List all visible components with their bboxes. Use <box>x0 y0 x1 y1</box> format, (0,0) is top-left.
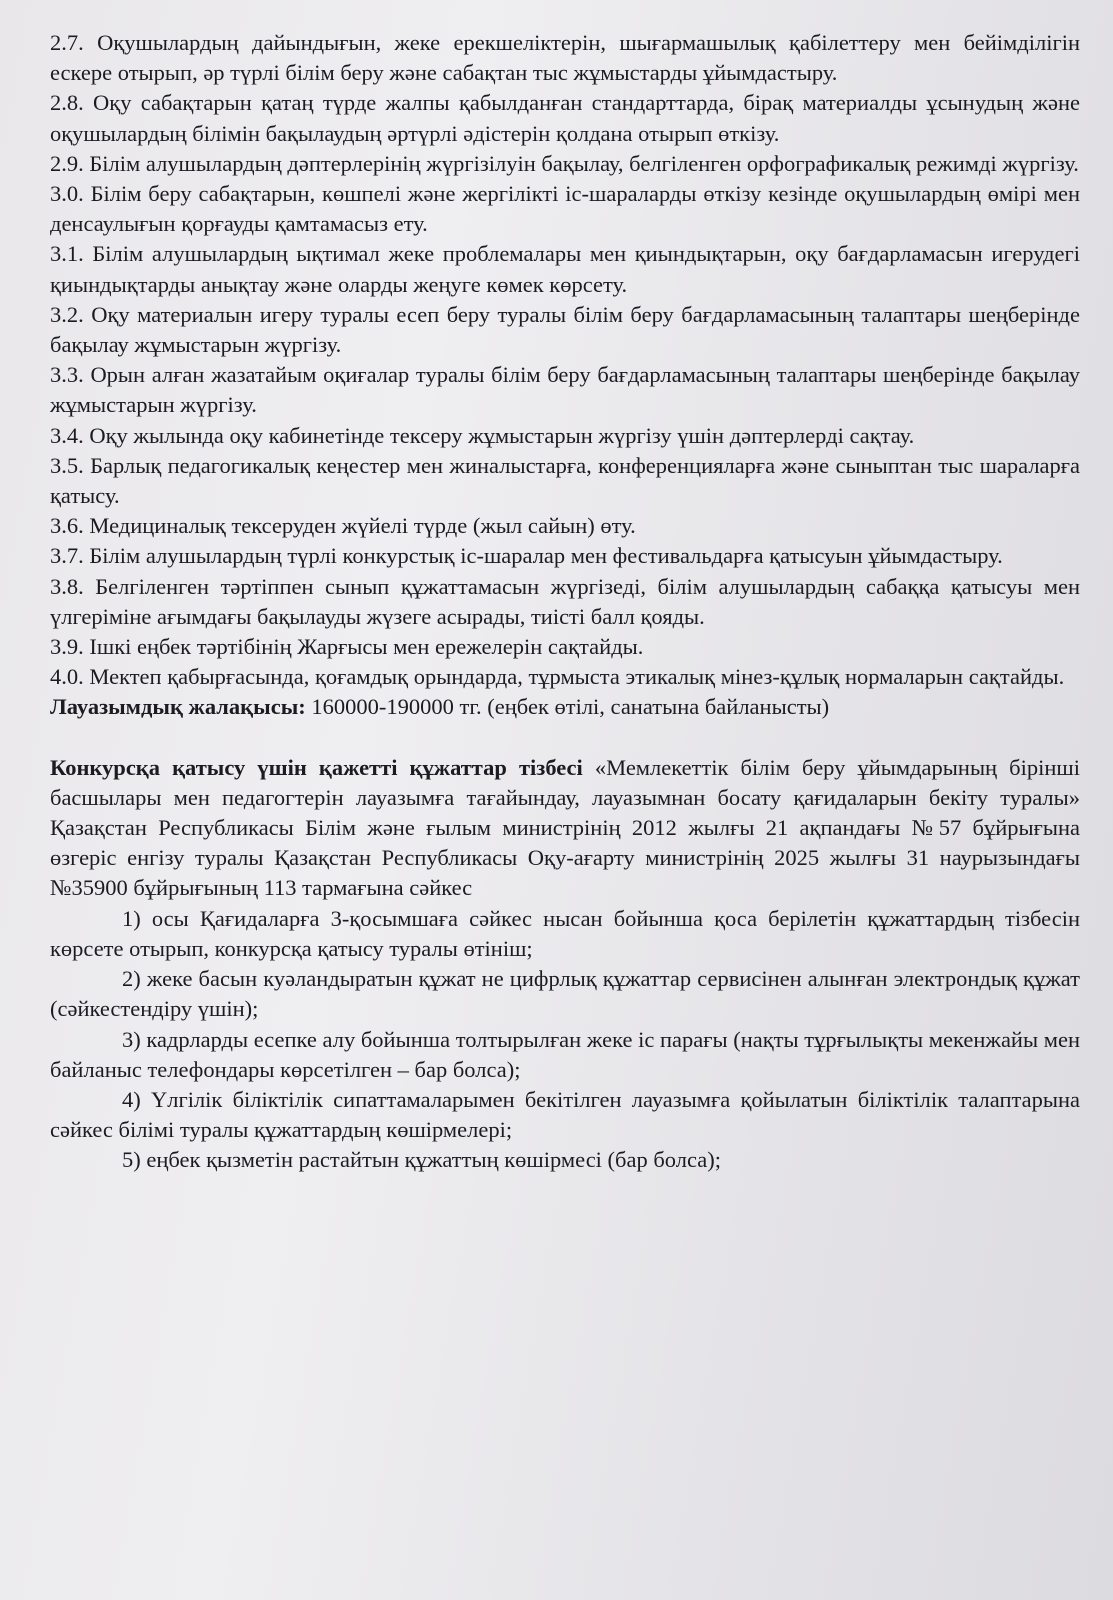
duty-item: 3.8. Белгіленген тәртіппен сынып құжаттамасын жүргізеді, білім алушылардың сабаққа қатысуы мен үлгеріміне ағымдағы бақылауды жүзеге асырады, тиісті балл қояды. <box>50 573 1080 629</box>
duty-item: 3.7. Білім алушылардың түрлі конкурстық іс-шаралар мен фестивальдарға қатысуын ұйымдастыру. <box>50 543 1003 569</box>
duty-item: 3.9. Ішкі еңбек тәртібінің Жарғысы мен ережелерін сақтайды. <box>50 634 644 660</box>
duty-item: 2.9. Білім алушылардың дәптерлерінің жүргізілуін бақылау, белгіленген орфографикалық режимді жүргізу. <box>50 150 1079 176</box>
document-page <box>50 28 1080 1176</box>
duty-item: 3.2. Оқу материалын игеру туралы есеп беру туралы білім беру бағдарламасының талаптары шеңберінде бақылау жұмыстарын жүргізу. <box>50 301 1080 358</box>
duty-item: 3.6. Медициналық тексеруден жүйелі түрде (жыл сайын) өту. <box>50 513 636 539</box>
duty-item: 2.8. Оқу сабақтарын қатаң түрде жалпы қабылданған стандарттарда, бірақ материалды ұсынудың және оқушылардың білімін бақылаудың әртүрлі әдістерін қолдана отырып өткізу. <box>50 90 1080 146</box>
duty-item: 4.0. Мектеп қабырғасында, қоғамдық орындарда, тұрмыста этикалық мінез-құлық нормаларын сақтайды. <box>50 664 1065 690</box>
document-item: 1) осы Қағидаларға 3-қосымшаға сәйкес нысан бойынша қоса берілетін құжаттардың тізбесін көрсете отырып, конкурсқа қатысу туралы өтініш; <box>50 905 1080 961</box>
salary-label: Лауазымдық жалақысы: <box>50 694 306 720</box>
document-item: 3) кадрларды есепке алу бойынша толтырылған жеке іс парағы (нақты тұрғылықты мекенжайы мен байланыс телефондары көрсетілген – бар болса); <box>50 1026 1080 1082</box>
salary-value: 160000-190000 тг. (еңбек өтілі, санатына байланысты) <box>305 694 830 720</box>
spacer <box>50 723 1080 753</box>
duty-item: 3.5. Барлық педагогикалық кеңестер мен жиналыстарға, конференцияларға және сыныптан тыс шараларға қатысу. <box>50 452 1080 509</box>
duty-item: 3.4. Оқу жылында оқу кабинетінде тексеру жұмыстарын жүргізу үшін дәптерлерді сақтау. <box>50 422 915 448</box>
documents-intro-text: «Мемлекеттік білім беру ұйымдарының бірінші басшылары мен педагогтерін лауазымға тағайындау, лауазымнан босату қағидаларын бекіту туралы» Қазақстан Республикасы Білім және ғылым министрінің 2012 жылғы 21 ақпандағы №57 бұйрығына өзгеріс енгізу туралы Қазақстан Республикасы Оқу-ағарту министрінің 2025 жылғы 31 наурызындағы №35900 бұйрығының 113 тармағына сәйкес <box>50 754 1080 901</box>
documents-intro <box>50 753 1080 904</box>
document-item: 4) Үлгілік біліктілік сипаттамаларымен бекітілген лауазымға қойылатын біліктілік талаптарына сәйкес білімі туралы құжаттардың көшірмелері; <box>50 1086 1080 1143</box>
duty-item: 3.1. Білім алушылардың ықтимал жеке проблемалары мен қиындықтарын, оқу бағдарламасын игерудегі қиындықтарды анықтау және оларды жеңуге көмек көрсету. <box>50 241 1080 297</box>
document-item: 2) жеке басын куәландыратын құжат не цифрлық құжаттар сервисінен алынған электрондық құжат (сәйкестендіру үшін); <box>50 966 1080 1022</box>
duty-item: 3.0. Білім беру сабақтарын, көшпелі және жергілікті іс-шараларды өткізу кезінде оқушылардың өмірі мен денсаулығын қорғауды қамтамасыз ету. <box>50 181 1080 237</box>
documents-heading: Конкурсқа қатысу үшін қажетті құжаттар тізбесі <box>50 754 583 780</box>
salary-line <box>50 692 1080 722</box>
duty-item: 3.3. Орын алған жазатайым оқиғалар туралы білім беру бағдарламасының талаптары шеңберінде бақылау жұмыстарын жүргізу. <box>50 362 1080 418</box>
document-item: 5) еңбек қызметін растайтын құжаттың көшірмесі (бар болса); <box>122 1147 721 1173</box>
duty-item: 2.7. Оқушылардың дайындығын, жеке ерекшеліктерін, шығармашылық қабілеттеру мен бейімділігін ескере отырып, әр түрлі білім беру және сабақтан тыс жұмыстарды ұйымдастыру. <box>50 30 1080 86</box>
